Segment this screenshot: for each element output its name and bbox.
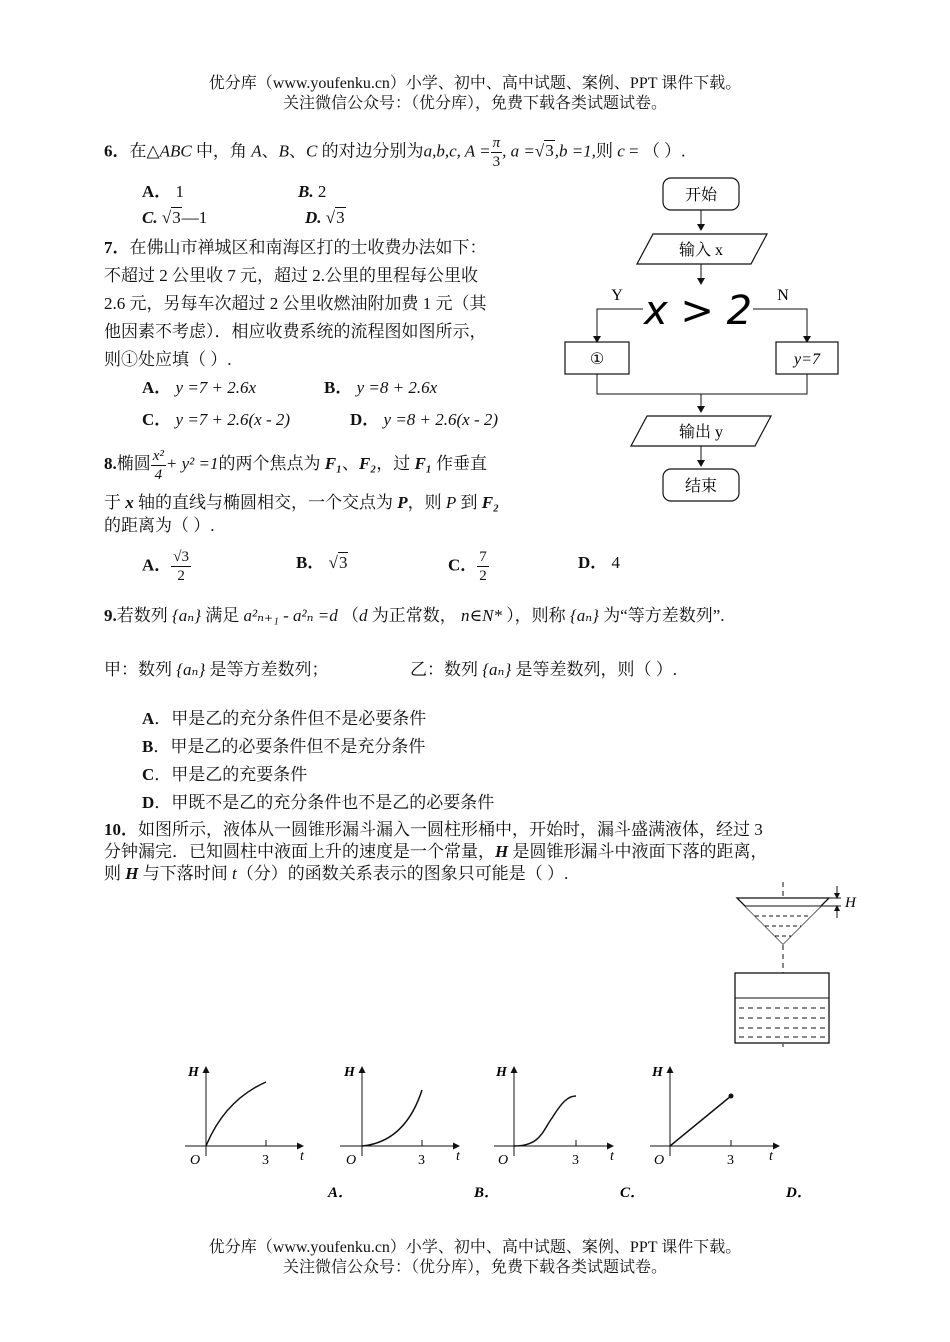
q7-option-c-label: C． [142, 410, 172, 429]
q8-t2: + y² =1 [165, 454, 219, 473]
q8-four: 4 [154, 466, 163, 483]
flow-box-2-text: y=7 [794, 351, 820, 368]
flow-start-text: 开始 [684, 187, 718, 204]
graph-c-curve [514, 1096, 576, 1146]
q7-option-d-value: y =8 + 2.6(x - 2) [383, 410, 499, 429]
flow-output-text: 输出 y [678, 424, 724, 441]
q9-line2c: 乙：数列 [410, 660, 478, 679]
q6-vars: a,b,c, A = [423, 141, 491, 161]
q7-option-c-value: y =7 + 2.6(x - 2) [175, 410, 291, 429]
flow-input-text: 输入 x [678, 242, 724, 259]
q9-t4: 为正常数， [371, 606, 457, 625]
q6-text-c: 的对边分别为 [317, 141, 424, 161]
flow-yes-label: Y [611, 287, 623, 304]
q9-option-c-text: ．甲是乙的充要条件 [154, 765, 308, 784]
q7-option-b-value: y =8 + 2.6x [356, 378, 438, 397]
q6-three: 3 [492, 154, 501, 170]
graph-a-x-label: t [300, 1149, 304, 1164]
graph-a-curve [206, 1082, 266, 1146]
q8-f1b: F₁ [414, 454, 432, 473]
q6-text-d: 则 [595, 141, 618, 161]
q6-option-c-rest: —1 [181, 208, 208, 227]
graph-d-tick-label: 3 [727, 1153, 734, 1168]
header-line-2: 关注微信公众号：（优分库），免费下载各类试题试卷。 [282, 95, 667, 112]
q8-option-b-label: B． [296, 553, 325, 572]
q6-option-d-label: D. [305, 208, 322, 227]
q7-option-a-label: A． [142, 378, 172, 397]
q8-t1: 椭圆 [116, 454, 151, 473]
q6-sep1: 、 [261, 141, 279, 161]
q10-h: H [495, 842, 509, 861]
q9-line2b: 是等方差数列； [209, 660, 329, 679]
graph-b [340, 1065, 499, 1201]
q9-line2d: 是等差数列，则（ ）. [515, 660, 677, 679]
graph-b-curve [362, 1090, 422, 1146]
q10-line3a: 则 [104, 864, 126, 883]
q9-t3: （ [342, 606, 359, 625]
graph-b-y-label: H [344, 1065, 355, 1080]
q9-option-b-text: ．甲是乙的必要条件但不是充分条件 [153, 737, 426, 756]
q10-line3c: （分）的函数关系表示的图象只可能是（ ）. [236, 864, 569, 883]
q6-option-d: D. √3 [305, 208, 345, 227]
q6-option-c-sqrt: 3 [172, 208, 181, 227]
graph-c-tick-label: 3 [572, 1153, 579, 1168]
graph-b-option-label: B． [474, 1185, 500, 1201]
graph-d-x-label: t [769, 1149, 773, 1164]
q9-number: 9. [104, 606, 117, 625]
q9-option-d-label: D [142, 793, 155, 812]
graph-c-origin: O [498, 1153, 509, 1168]
q8-x2-over-4 [151, 447, 166, 484]
q8-f2b: F₂ [481, 493, 500, 512]
q7-option-d-label: D． [350, 410, 380, 429]
option-graphs [180, 1060, 812, 1210]
q9-option-d-text: ．甲既不是乙的充分条件也不是乙的必要条件 [154, 793, 495, 812]
q8-option-c-frac [477, 548, 489, 585]
q7-line-4: 他因素不考虑）．相应收费系统的流程图如图所示， [104, 322, 487, 341]
q8-option-c-label: C． [448, 555, 478, 575]
q8-option-a-label: A． [142, 555, 172, 575]
q7-number: 7． [104, 238, 130, 257]
q9-d: d [359, 606, 368, 625]
q10-h2: H [125, 864, 139, 883]
q8-option-b-sqrt: 3 [338, 553, 348, 572]
q6-option-b-value: 2 [317, 182, 327, 201]
q9-seq2: {aₙ} [569, 606, 599, 625]
q10-line2b: 是圆锥形漏斗中液面下落的距离， [508, 842, 768, 861]
q8-number: 8. [104, 454, 117, 473]
flow-no-line [753, 309, 807, 342]
q9-seq: {aₙ} [172, 606, 201, 625]
header-line-1: 优分库（www.youfenku.cn）小学、初中、高中试题、案例、PPT 课件下载。 [208, 75, 742, 92]
graph-d-y-label: H [652, 1065, 663, 1080]
q10-line1-text: 如图所示，液体从一圆锥形漏斗漏入一圆柱形桶中，开始时，漏斗盛满液体，经过 3 [138, 820, 763, 839]
q8-option-d-value: 4 [611, 553, 621, 572]
graph-a [185, 1065, 353, 1201]
flow-merge-line [597, 374, 807, 394]
q9-seq3: {aₙ} [176, 660, 206, 679]
q9-option-a-text: ．甲是乙的充分条件但不是必要条件 [154, 709, 427, 728]
q6-text-a: 在△ [129, 141, 160, 161]
q7-line-3: 2.6 元，另每车次超过 2 公里收燃油附加费 1 元（其 [104, 294, 487, 313]
q6-eq: = （ ）. [624, 141, 686, 161]
graph-d-endpoint [729, 1094, 734, 1099]
q6-option-a-value: 1 [175, 182, 185, 201]
q9-line-2-right [410, 655, 677, 685]
q8-option-c-den: 2 [479, 568, 487, 584]
question-6-stem: 6．在△ABC 中，角 A、B、C 的对边分别为a,b,c, A = $\frac{\pi}{3}$ , a =√3,b =1,则 c = （ ）. [104, 135, 686, 170]
q8-t4: ，过 [376, 454, 415, 473]
q8-option-c [448, 548, 489, 585]
q10-line3b: 与下落时间 [138, 864, 232, 883]
q8-line2b: 轴的直线与椭圆相交，一个交点为 [133, 493, 398, 512]
q9-t5: ），则称 [506, 606, 566, 625]
q9-option-c [142, 762, 307, 788]
q10-line-3 [104, 860, 568, 888]
q9-option-b-label: B [142, 737, 154, 756]
q6-option-b-label: B. [298, 182, 314, 201]
q9-option-a [142, 706, 426, 732]
q8-option-c-num: 7 [479, 549, 487, 565]
graph-b-x-label: t [456, 1149, 460, 1164]
q9-t1: 若数列 [116, 606, 168, 625]
q9-seq4: {aₙ} [482, 660, 512, 679]
q8-p: P [397, 493, 408, 512]
q6-cond2: ,b =1, [554, 141, 596, 161]
q9-t2: 满足 [205, 606, 240, 625]
graph-b-tick-label: 3 [418, 1153, 425, 1168]
graph-d [650, 1065, 812, 1201]
q8-option-b: B． √3 [296, 553, 348, 572]
q7-line-5: 则①处应填（ ）. [104, 350, 232, 369]
flowchart [555, 172, 855, 512]
q7-option-d [350, 407, 498, 433]
flow-box-1-text: ① [589, 351, 605, 368]
q8-option-d [578, 550, 620, 576]
graph-c-x-label: t [610, 1149, 614, 1164]
q9-line-1 [104, 601, 725, 631]
q6-number: 6． [104, 141, 130, 161]
graph-a-option-label: A． [328, 1185, 354, 1201]
q9-line-2 [104, 655, 329, 685]
q6-sep2: 、 [288, 141, 306, 161]
q6-option-a [142, 179, 184, 205]
footer-line-1: 优分库（www.youfenku.cn）小学、初中、高中试题、案例、PPT 课件下载。 [208, 1239, 742, 1256]
q8-x: x [125, 493, 134, 512]
flow-end-text: 结束 [684, 478, 718, 495]
q6-option-a-label: A． [142, 182, 172, 201]
q9-t6: 为“等方差数列”. [603, 606, 725, 625]
q10-t: t [231, 864, 237, 883]
graph-c [494, 1065, 645, 1201]
q9-option-b [142, 734, 425, 760]
q8-sep: 、 [342, 454, 360, 473]
q9-nset: n∈N* [461, 606, 502, 625]
q6-option-c-label: C. [142, 208, 158, 227]
graph-a-tick-label: 3 [262, 1153, 269, 1168]
q9-option-a-label: A [142, 709, 155, 728]
q6-sqrt3: 3 [545, 141, 554, 161]
q9-option-d [142, 790, 494, 816]
q8-f2: F₂ [359, 454, 377, 473]
graph-a-y-label: H [188, 1065, 199, 1080]
q8-option-d-label: D． [578, 553, 608, 572]
q8-option-a-den: 2 [177, 568, 185, 584]
flow-condition-text: x > 2 [643, 288, 753, 334]
q7-option-b-label: B． [324, 378, 353, 397]
q6-angle-c: C [305, 141, 318, 161]
q7-line-1 [104, 234, 487, 262]
graph-c-y-label: H [496, 1065, 507, 1080]
q6-option-d-sqrt: 3 [336, 208, 345, 227]
q9-line2a: 甲：数列 [104, 660, 172, 679]
graph-d-line [670, 1096, 731, 1146]
q8-line-3: 的距离为（ ）. [104, 516, 215, 535]
q7-option-c [142, 407, 290, 433]
q6-option-c: C. √3—1 [142, 208, 208, 227]
q6-angle-a: A [251, 141, 262, 161]
funnel-liquid [745, 906, 821, 944]
q6-pi: π [492, 135, 501, 151]
q8-t5: 作垂直 [431, 454, 488, 473]
q8-line2a: 于 [104, 493, 126, 512]
graph-c-option-label: C． [620, 1185, 646, 1201]
q6-abc: ABC [159, 141, 192, 161]
q8-f1: F₁ [324, 454, 343, 473]
q8-option-a-frac [171, 548, 191, 585]
q7-option-a-value: y =7 + 2.6x [175, 378, 257, 397]
graph-b-origin: O [346, 1153, 357, 1168]
q7-line-2: 不超过 2 公里收 7 元，超过 2.公里的里程每公里收 [104, 266, 478, 285]
q7-line1-text: 在佛山市禅城区和南海区打的士收费办法如下： [129, 238, 487, 257]
q8-line2d: 到 [456, 493, 482, 512]
q6-cond: , a = [502, 141, 535, 161]
q8-option-a-num: √3 [173, 549, 190, 565]
q6-pi-over-3 [491, 134, 503, 171]
h-label: H [845, 895, 856, 911]
q6-text-b: 中，角 [191, 141, 252, 161]
graph-d-option-label: D． [786, 1185, 812, 1201]
q9-formula: a²ₙ₊₁ - a²ₙ =d [243, 606, 338, 625]
q8-xsq: x² [152, 447, 164, 464]
q6-angle-b: B [278, 141, 289, 161]
flow-yes-line [597, 309, 643, 342]
q6-c: c [617, 141, 625, 161]
q8-t3: 的两个焦点为 [218, 454, 325, 473]
q8-p2: P [445, 493, 457, 512]
q10-number: 10． [104, 820, 138, 839]
q8-option-a [142, 548, 191, 585]
graph-a-origin: O [190, 1153, 201, 1168]
q9-option-c-label: C [142, 765, 155, 784]
q8-line2c: ，则 [407, 493, 446, 512]
q10-line2a: 分钟漏完．已知圆柱中液面上升的速度是一个常量， [104, 842, 495, 861]
funnel-cylinder-figure [725, 882, 875, 1047]
footer-line-2: 关注微信公众号：（优分库），免费下载各类试题试卷。 [282, 1259, 667, 1276]
q7-option-a [142, 375, 256, 401]
q7-option-b [324, 375, 437, 401]
q8-line-1 [104, 444, 487, 484]
flow-no-label: N [777, 287, 789, 304]
graph-d-origin: O [654, 1153, 665, 1168]
q6-option-b [298, 179, 326, 205]
